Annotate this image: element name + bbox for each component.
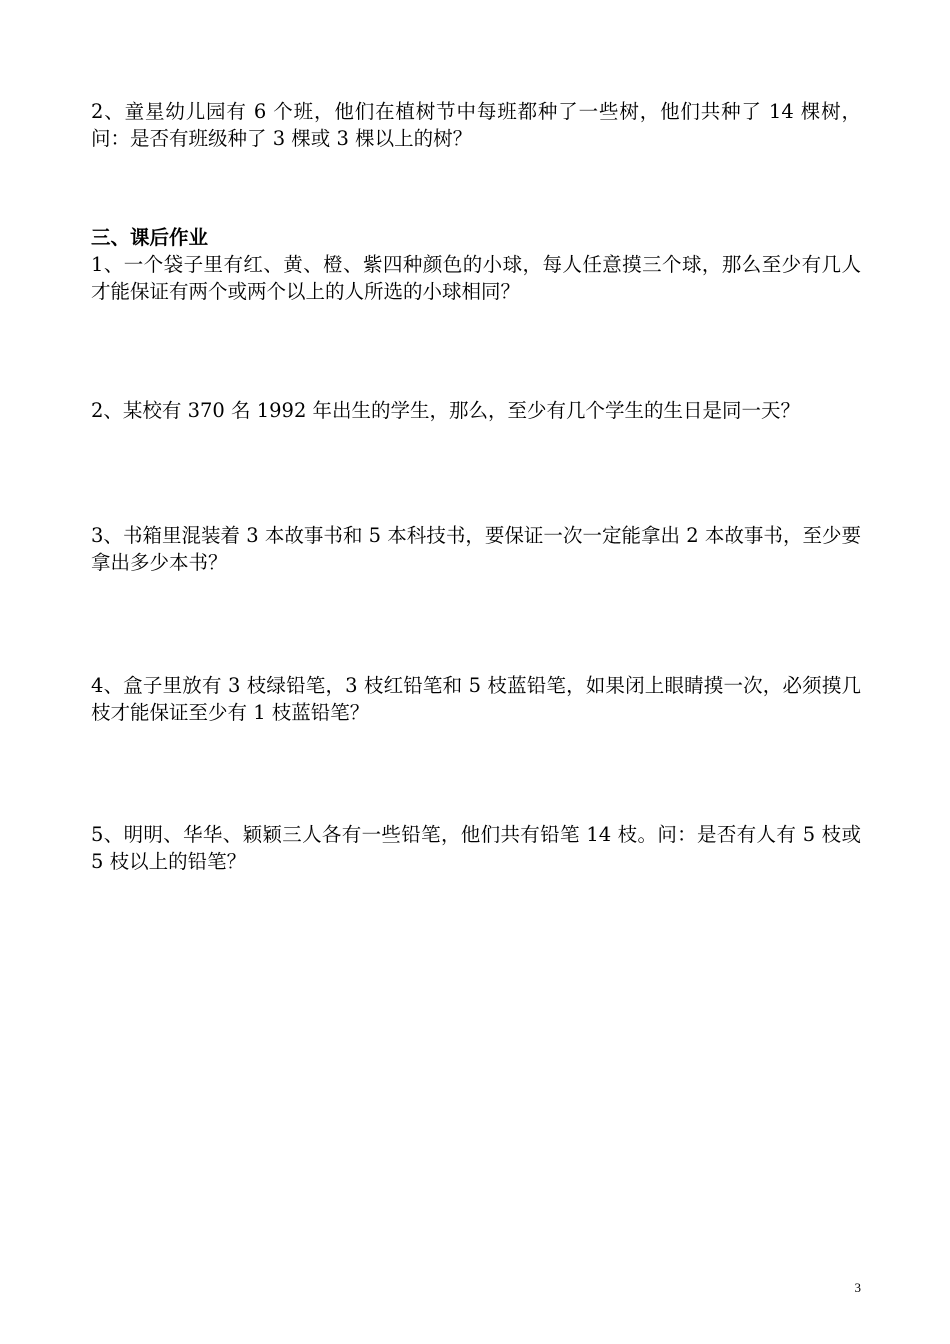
page-number: 3 xyxy=(854,1280,861,1295)
section-heading-homework: 三、课后作业 xyxy=(91,226,209,249)
homework-question-5: 5、明明、华华、颖颖三人各有一些铅笔，他们共有铅笔 14 枝。问：是否有人有 5 枝或 5 枝以上的铅笔？ xyxy=(91,823,861,873)
question-2-tree-planting: 2、童星幼儿园有 6 个班，他们在植树节中每班都种了一些树，他们共种了 14 棵树，问：是否有班级种了 3 棵或 3 棵以上的树？ xyxy=(91,100,861,150)
homework-question-2: 2、某校有 370 名 1992 年出生的学生，那么，至少有几个学生的生日是同一天？ xyxy=(91,399,801,422)
homework-question-4: 4、盒子里放有 3 枝绿铅笔，3 枝红铅笔和 5 枝蓝铅笔，如果闭上眼睛摸一次，必须摸几枝才能保证至少有 1 枝蓝铅笔？ xyxy=(91,674,861,724)
homework-question-3: 3、书箱里混装着 3 本故事书和 5 本科技书，要保证一次一定能拿出 2 本故事书，至少要拿出多少本书？ xyxy=(91,524,861,574)
homework-question-1: 1、一个袋子里有红、黄、橙、紫四种颜色的小球，每人任意摸三个球，那么至少有几人才能保证有两个或两个以上的人所选的小球相同？ xyxy=(91,253,861,303)
